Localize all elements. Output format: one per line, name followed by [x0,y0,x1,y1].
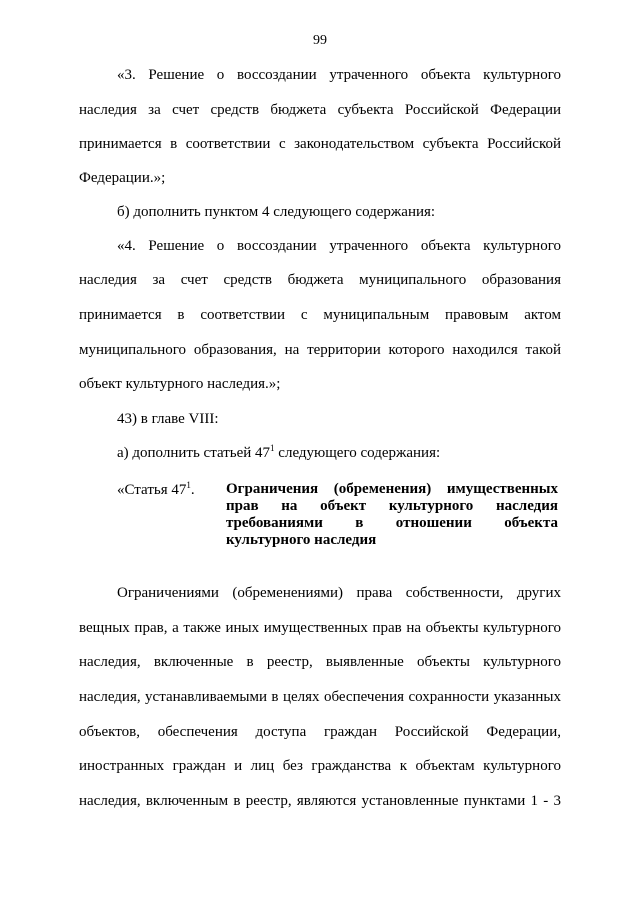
text-line: муниципального образования, на территории которого находился такой [79,342,561,358]
article-label-end: . [190,482,195,498]
text-line: Федерации.»; [79,170,166,186]
text-line: принимается в соответствии с муниципальным правовым актом [79,307,561,323]
text-line: «4. Решение о воссоздании утраченного объекта культурного [117,238,561,254]
superscript: 1 [186,480,191,490]
text-line: вещных прав, а также иных имущественных прав на объекты культурного [79,620,561,636]
text-line: «3. Решение о воссоздании утраченного объекта культурного [117,67,561,83]
article-title [226,481,558,549]
article-title-line: требованиями в отношении объекта [226,515,558,531]
text-line: наследия, устанавливаемыми в целях обеспечения сохранности указанных [79,689,561,705]
text-line: объектов, обеспечения доступа граждан Российской Федерации, [79,724,561,740]
text-line: наследия за счет средств бюджета муниципального образования [79,272,561,288]
amend-line [117,444,561,462]
amend-text: а) дополнить статьей 47 [117,445,271,461]
amend-text-end: следующего содержания: [274,445,441,461]
superscript: 1 [270,443,275,453]
text-line: 43) в главе VIII: [117,411,219,427]
article-title-line: Ограничения (обременения) имущественных [226,481,558,497]
page-number: 99 [313,33,327,48]
text-line: иностранных граждан и лиц без гражданства к объектам культурного [79,758,561,774]
text-line: принимается в соответствии с законодательством субъекта Российской [79,136,561,152]
article-title-line: прав на объект культурного наследия [226,498,558,514]
article-title-line: культурного наследия [226,532,377,548]
article-label [117,481,195,499]
text-line: наследия, включенные в реестр, выявленные объекты культурного [79,654,561,670]
text-line: Ограничениями (обременениями) права собственности, других [117,585,561,601]
article-label-text: «Статья 47 [117,482,187,498]
text-line: наследия, включенным в реестр, являются установленные пунктами 1 - 3 [79,793,561,809]
text-line: б) дополнить пунктом 4 следующего содержания: [117,204,436,220]
text-line: наследия за счет средств бюджета субъекта Российской Федерации [79,102,561,118]
text-line: объект культурного наследия.»; [79,376,281,392]
